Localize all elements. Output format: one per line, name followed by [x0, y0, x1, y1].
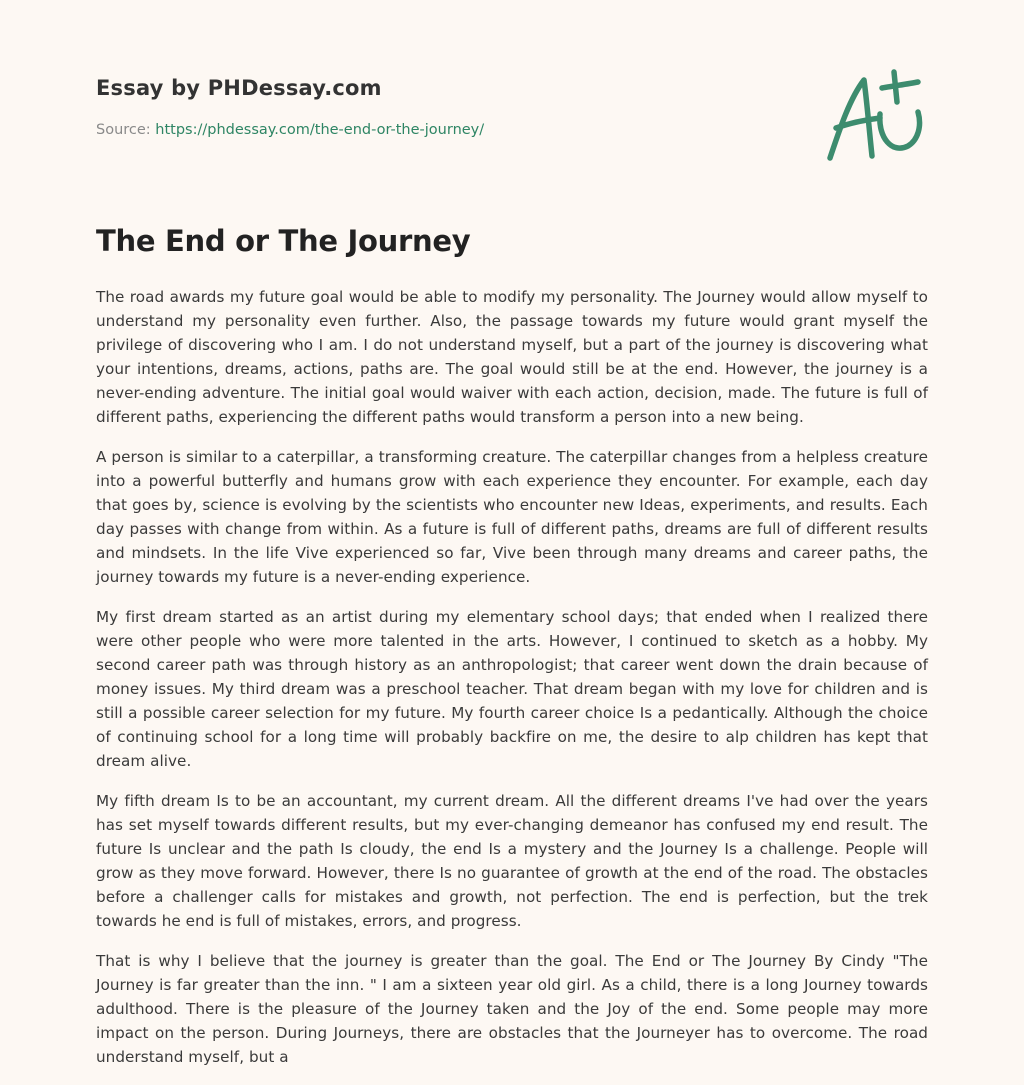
- essay-paragraph: That is why I believe that the journey is greater than the goal. The End or The Journey By Cindy "The Journey is far greater than the inn. " I am a sixteen year old girl. As a child, there is a long Journey towards adulthood. There is the pleasure of the Journey taken and the Joy of the end. Some people may more impact on the person. During Journeys, there are obstacles that the Journeyer has to overcome. The road understand myself, but a: [96, 952, 928, 1066]
- site-brand: Essay by PHDessay.com: [96, 76, 382, 100]
- a-plus-grade-icon: [818, 66, 928, 166]
- essay-paragraph: A person is similar to a caterpillar, a transforming creature. The caterpillar changes from a helpless creature into a powerful butterfly and humans grow with each experience they encounter. For example, each day that goes by, science is evolving by the scientists who encounter new Ideas, experiments, and results. Each day passes with change from within. As a future is full of different paths, dreams are full of different results and mindsets. In the life Vive experienced so far, Vive been through many dreams and career paths, the journey towards my future is a never-ending experience.: [96, 448, 928, 586]
- essay-paragraph: My fifth dream Is to be an accountant, my current dream. All the different dreams I've had over the years has set myself towards different results, but my ever-changing demeanor has confused my end result. The future Is unclear and the path Is cloudy, the end Is a mystery and the Journey Is a challenge. People will grow as they move forward. However, there Is no guarantee of growth at the end of the road. The obstacles before a challenger calls for mistakes and growth, not perfection. The end is perfection, but the trek towards he end is full of mistakes, errors, and progress.: [96, 792, 928, 930]
- essay-paragraph: The road awards my future goal would be able to modify my personality. The Journey would allow myself to understand my personality even further. Also, the passage towards my future would grant myself the privilege of discovering who I am. I do not understand myself, but a part of the journey is discovering what your intentions, dreams, actions, paths are. The goal would still be at the end. However, the journey is a never-ending adventure. The initial goal would waiver with each action, decision, made. The future is full of different paths, experiencing the different paths would transform a person into a new being.: [96, 288, 928, 426]
- source-label: Source:: [96, 122, 151, 138]
- essay-header: [96, 76, 928, 138]
- essay-body: [96, 285, 928, 1085]
- source-line: [96, 122, 928, 138]
- source-link[interactable]: https://phdessay.com/the-end-or-the-journey/: [155, 122, 485, 138]
- essay-title: The End or The Journey: [96, 224, 471, 258]
- essay-paragraph: My first dream started as an artist during my elementary school days; that ended when I realized there were other people who were more talented in the arts. However, I continued to sketch as a hobby. My second career path was through history as an anthropologist; that career went down the drain because of money issues. My third dream was a preschool teacher. That dream began with my love for children and is still a possible career selection for my future. My fourth career choice Is a pedantically. Although the choice of continuing school for a long time will probably backfire on me, the desire to alp children has kept that dream alive.: [96, 608, 928, 770]
